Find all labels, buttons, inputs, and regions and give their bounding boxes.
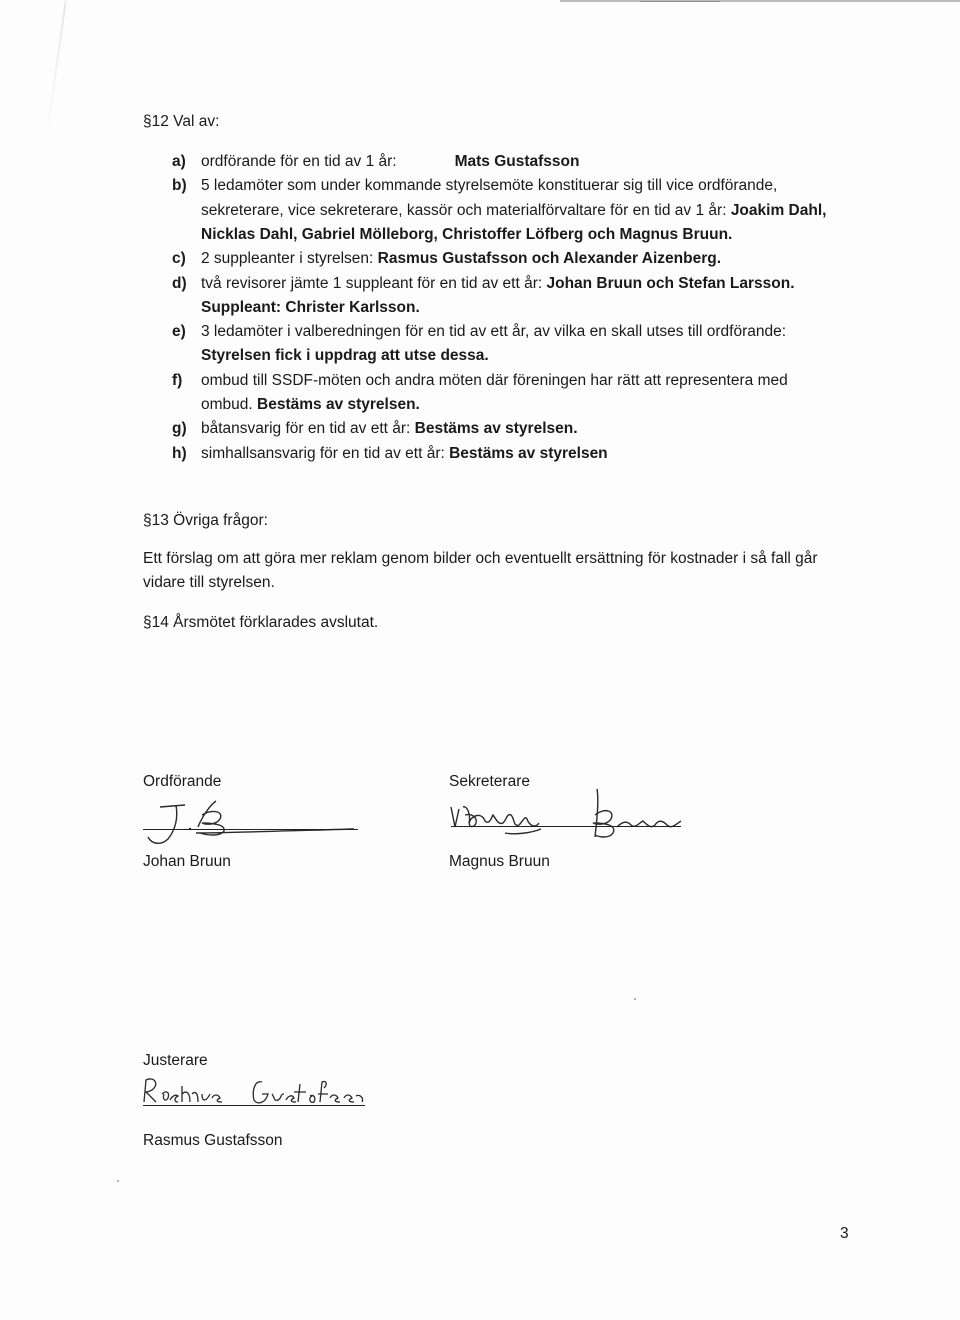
decision-text: Suppleant: Christer Karlsson. [201, 298, 420, 316]
list-item-text [201, 247, 721, 271]
item-description: båtansvarig för en tid av ett år: [201, 420, 415, 438]
item-description: simhallsansvarig för en tid av ett år: [201, 444, 450, 462]
list-item-letter: e) [172, 323, 186, 341]
item-description: 2 suppleanter i styrelsen: [201, 250, 378, 268]
chair-role-label: Ordförande [143, 773, 222, 790]
list-item-text [201, 417, 578, 441]
decision-text: Bestäms av styrelsen. [257, 396, 420, 413]
list-item-letter: b) [172, 177, 187, 195]
section13-heading: §13 Övriga frågor: [143, 512, 268, 529]
list-item-text [201, 442, 608, 466]
item-description: sekreterare, vice sekreterare, kassör och materialförvaltare för en tid av 1 år: [201, 201, 731, 219]
item-description: ordförande för en tid av 1 år: [201, 153, 397, 170]
item-description: ombud. [201, 396, 258, 413]
list-item-continuation [201, 393, 420, 417]
decision-text: Joakim Dahl, [730, 201, 827, 219]
list-item-text [201, 150, 579, 174]
scan-speck [117, 1180, 119, 1182]
secretary-signature [445, 785, 695, 850]
chair-signature [140, 793, 360, 853]
decision-text: Rasmus Gustafsson och Alexander Aizenberg. [377, 250, 722, 268]
adjuster-role-label: Justerare [143, 1052, 208, 1069]
list-item-continuation [201, 344, 489, 368]
section12-heading: §12 Val av: [143, 113, 220, 130]
section13-body-line-1: Ett förslag om att göra mer reklam genom bilder och eventuellt ersättning för kostnader i så fall går [143, 550, 818, 567]
scan-artifact-top [560, 0, 960, 2]
list-item-letter: a) [172, 153, 186, 170]
item-description: ombud till SSDF-möten och andra möten där föreningen har rätt att representera med [201, 371, 788, 389]
list-item-text [201, 369, 788, 393]
decision-text: Bestäms av styrelsen [449, 444, 608, 462]
section13-body-line-2: vidare till styrelsen. [143, 574, 275, 591]
item-description: 3 ledamöter i valberedningen för en tid av ett år, av vilka en skall utses till ordförande: [201, 323, 787, 341]
list-item-text [201, 320, 786, 344]
scan-artifact-edge [45, 1, 66, 140]
scan-artifact-top-dark [640, 1, 720, 2]
decision-text: Johan Bruun och Stefan Larsson. [546, 274, 795, 292]
secretary-role-label: Sekreterare [449, 773, 530, 790]
list-item-text [201, 272, 795, 296]
chair-name: Johan Bruun [143, 853, 231, 870]
list-item-letter: f) [172, 371, 183, 389]
list-item-text [201, 174, 777, 198]
section14-text: §14 Årsmötet förklarades avslutat. [143, 614, 379, 631]
list-item-letter: c) [172, 250, 186, 268]
list-item-continuation [201, 296, 420, 320]
adjuster-signature-line [143, 1105, 365, 1106]
decision-text: Mats Gustafsson [454, 153, 580, 170]
item-description: 5 ledamöter som under kommande styrelsemöte konstituerar sig till vice ordförande, [201, 177, 778, 195]
list-item-letter: d) [172, 274, 187, 292]
chair-signature-line [143, 829, 358, 830]
list-item-letter: h) [172, 444, 187, 462]
adjuster-signature [140, 1072, 370, 1112]
secretary-name: Magnus Bruun [449, 853, 550, 870]
secretary-signature-line [451, 826, 681, 827]
page-number: 3 [840, 1225, 849, 1242]
item-description: två revisorer jämte 1 suppleant för en tid av ett år: [201, 274, 547, 292]
decision-text: Nicklas Dahl, Gabriel Mölleborg, Christoffer Löfberg och Magnus Bruun. [201, 225, 733, 243]
list-item-letter: g) [172, 420, 187, 438]
list-item-continuation [201, 199, 826, 223]
scan-speck [634, 998, 636, 1000]
adjuster-name: Rasmus Gustafsson [143, 1132, 283, 1149]
decision-text: Styrelsen fick i uppdrag att utse dessa. [201, 347, 489, 365]
list-item-continuation [201, 223, 732, 247]
decision-text: Bestäms av styrelsen. [414, 420, 578, 438]
